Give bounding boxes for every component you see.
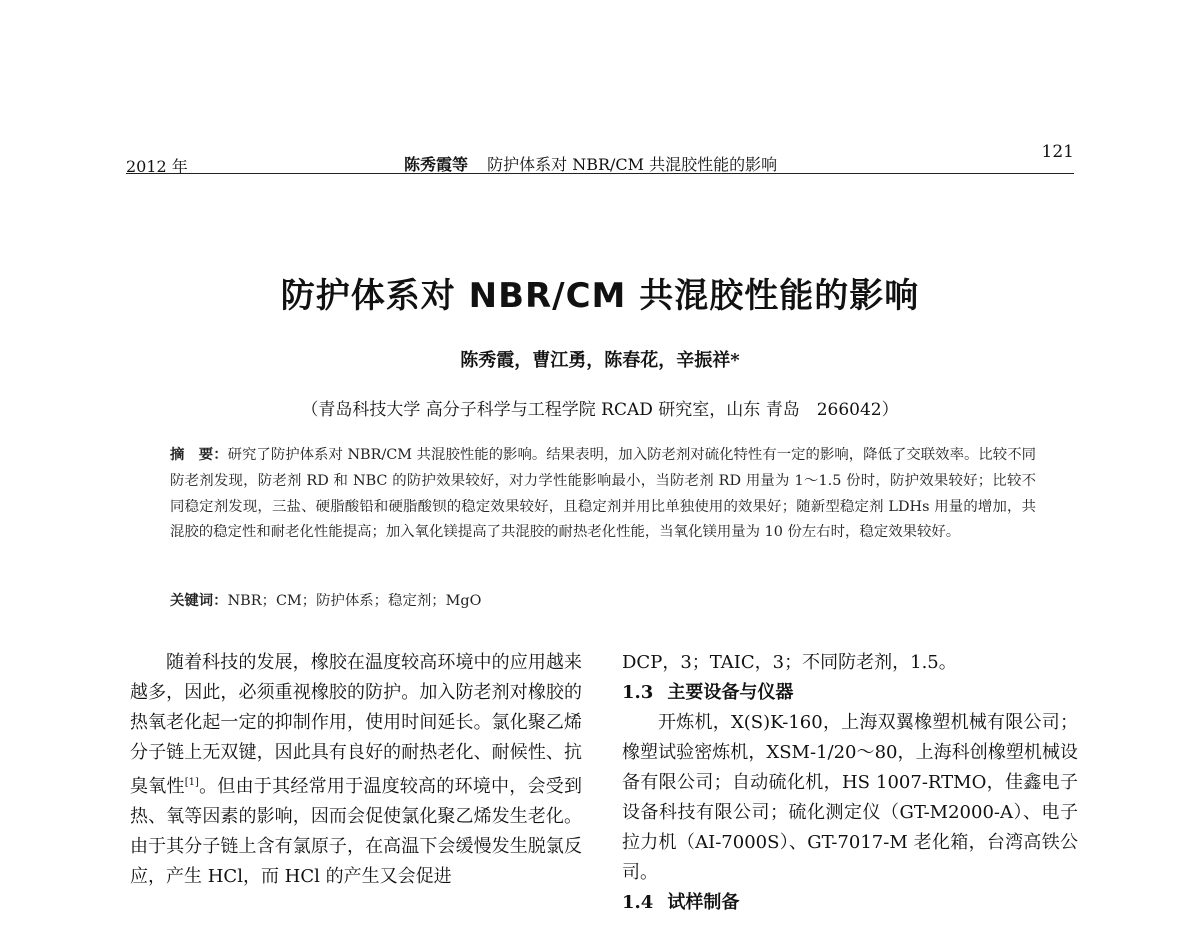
header-running-title-block [404,152,777,175]
body-right-column [622,648,1078,918]
header-rule [126,173,1074,174]
paper-title: 防护体系对 NBR/CM 共混胶性能的影响 [280,276,920,316]
running-header [126,142,1074,176]
header-running-authors: 陈秀霞等 [404,155,469,174]
section-heading-1-4 [622,888,1078,918]
abstract-text: 研究了防护体系对 NBR/CM 共混胶性能的影响。结果表明，加入防老剂对硫化特性有一定的影响，降低了交联效率。比较不同防老剂发现，防老剂 RD 和 NBC 的防护效果较好，对力学性能影响最小，当防老剂 RD 用量为 1～1.5 份时，防护效果较好；比较不同稳定剂发现，三盐、硬脂酸铅和硬脂酸钡的稳定效果较好，且稳定剂并用比单独使用的效果好；随新型稳定剂 LDHs 用量的增加，共混胶的稳定性和耐老化性能提高；加入氧化镁提高了共混胶的耐热老化性能，当氧化镁用量为 10 份左右时，稳定效果较好。 [170,447,1036,541]
keywords-label: 关键词： [170,592,228,609]
paper-authors: 陈秀霞，曹江勇，陈春花，辛振祥* [460,350,740,371]
abstract-label: 摘 要： [170,446,228,463]
section-number: 1.4 [622,892,654,913]
header-year: 2012 年 [126,157,188,176]
section-heading-1-3 [622,678,1078,708]
section-title: 主要设备与仪器 [667,682,794,703]
section-title: 试样制备 [667,892,740,913]
equipment-paragraph: 开炼机，X(S)K-160，上海双翼橡塑机械有限公司；橡塑试验密炼机，XSM-1/20～80，上海科创橡塑机械设备有限公司；自动硫化机，HS 1007-RTMO，佳鑫电子设备科技有限公司；硫化测定仪（GT-M2000-A）、电子拉力机（AI-7000S）、GT-7017-M 老化箱，台湾高铁公司。 [622,712,1078,883]
paper-affiliation: （青岛科技大学 高分子科学与工程学院 RCAD 研究室，山东 青岛 266042） [301,400,899,420]
formula-continuation: DCP，3；TAIC，3；不同防老剂，1.5。 [622,652,957,673]
page-number: 121 [1041,142,1074,162]
header-running-title: 防护体系对 NBR/CM 共混胶性能的影响 [487,155,778,174]
intro-text-b: 。但由于其经常用于温度较高的环境中，会受到热、氧等因素的影响，因而会促使氯化聚乙烯发生老化。由于其分子链上含有氯原子，在高温下会缓慢发生脱氯反应，产生 HCl，而 HCl 的产生又会促进 [130,776,583,887]
citation-ref: [1] [184,777,199,788]
abstract [170,442,1036,546]
keywords [170,590,1036,612]
intro-text-a: 随着科技的发展，橡胶在温度较高环境中的应用越来越多，因此，必须重视橡胶的防护。加入防老剂对橡胶的热氧老化起一定的抑制作用，使用时间延长。氯化聚乙烯分子链上无双键，因此具有良好的耐热老化、耐候性、抗臭氧性 [130,652,582,797]
keywords-text: NBR；CM；防护体系；稳定剂；MgO [227,593,482,609]
section-number: 1.3 [622,682,654,703]
intro-paragraph [130,648,582,892]
body-left-column [130,648,582,892]
